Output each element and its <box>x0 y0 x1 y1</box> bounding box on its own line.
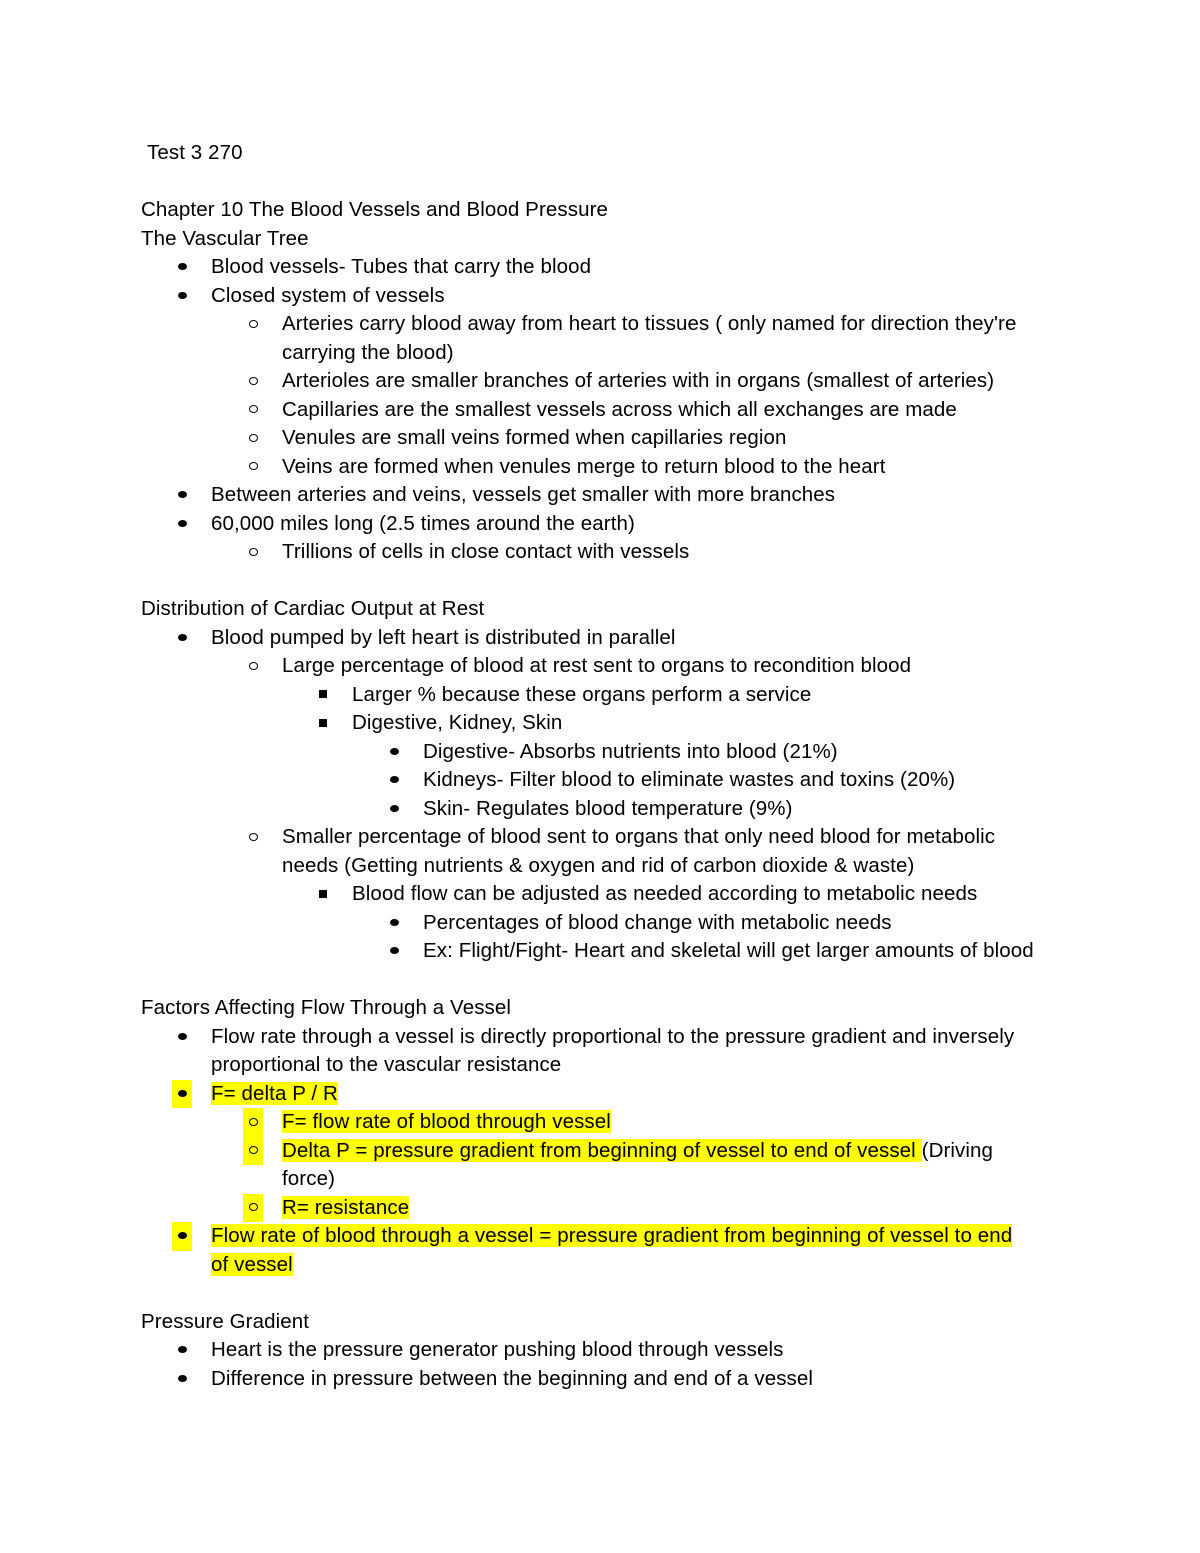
bullet-dot-icon <box>172 1023 192 1052</box>
list-item: Blood vessels- Tubes that carry the blood <box>141 253 1141 282</box>
bullet-circle-icon <box>243 1108 263 1137</box>
highlighted-text: of vessel <box>211 1252 293 1276</box>
list-item: Veins are formed when venules merge to return blood to the heart <box>141 453 1141 482</box>
list-item: Capillaries are the smallest vessels across which all exchanges are made <box>141 396 1141 425</box>
bullet-circle-icon <box>243 453 263 482</box>
highlighted-text: Delta P = pressure gradient from beginning of vessel to end of vessel <box>282 1138 922 1162</box>
bullet-circle-icon <box>243 310 263 339</box>
list-item: Difference in pressure between the beginning and end of a vessel <box>141 1365 1141 1394</box>
bullet-circle-icon <box>243 424 263 453</box>
spacer <box>141 966 1141 995</box>
list-item: Between arteries and veins, vessels get smaller with more branches <box>141 481 1141 510</box>
bullet-dot-icon <box>384 909 404 938</box>
highlighted-text: Flow rate of blood through a vessel = pressure gradient from beginning of vessel to end <box>211 1224 1013 1247</box>
list-item-continuation: carrying the blood) <box>282 340 454 364</box>
list-item-continuation: proportional to the vascular resistance <box>211 1053 562 1076</box>
highlighted-text: F= delta P / R <box>211 1081 338 1105</box>
list-item: Trillions of cells in close contact with vessels <box>141 538 1141 567</box>
bullet-dot-icon <box>384 937 404 966</box>
list-item: Flow rate through a vessel is directly proportional to the pressure gradient and inversely <box>141 1023 1141 1052</box>
bullet-circle-icon <box>243 538 263 567</box>
bullet-square-icon <box>313 709 333 738</box>
list-item: Venules are small veins formed when capillaries region <box>141 424 1141 453</box>
list-item: Closed system of vessels <box>141 282 1141 311</box>
list-item-highlighted <box>141 1222 1141 1251</box>
section-heading-pressure-gradient: Pressure Gradient <box>141 1309 310 1333</box>
list-item-highlighted: Delta P = pressure gradient from beginning of vessel to end of vessel (Driving <box>141 1137 1141 1166</box>
list-item-continuation: force) <box>282 1167 336 1190</box>
list-item: Larger % because these organs perform a service <box>141 681 1141 710</box>
bullet-dot-icon <box>172 253 192 282</box>
bullet-circle-icon <box>243 1194 263 1223</box>
list-item-continuation <box>141 1251 1141 1280</box>
list-item: 60,000 miles long (2.5 times around the earth) <box>141 510 1141 539</box>
bullet-dot-icon <box>172 1080 192 1109</box>
bullet-dot-icon <box>384 738 404 767</box>
list-item: Large percentage of blood at rest sent to organs to recondition blood <box>141 652 1141 681</box>
bullet-dot-icon <box>384 795 404 824</box>
bullet-dot-icon <box>172 1222 192 1251</box>
bullet-dot-icon <box>172 510 192 539</box>
bullet-dot-icon <box>172 624 192 653</box>
list-item: Blood flow can be adjusted as needed according to metabolic needs <box>141 880 1141 909</box>
bullet-circle-icon <box>243 367 263 396</box>
list-item: Arteries carry blood away from heart to tissues ( only named for direction they're <box>141 310 1141 339</box>
section-heading-flow-factors: Factors Affecting Flow Through a Vessel <box>141 996 512 1019</box>
section-heading-vascular-tree: The Vascular Tree <box>141 226 309 250</box>
bullet-circle-icon <box>243 652 263 681</box>
spacer <box>141 168 1141 197</box>
list-item: Arterioles are smaller branches of arteries with in organs (smallest of arteries) <box>141 367 1141 396</box>
bullet-dot-icon <box>172 282 192 311</box>
bullet-circle-icon <box>243 1137 263 1166</box>
list-item: Digestive, Kidney, Skin <box>141 709 1141 738</box>
list-item: Kidneys- Filter blood to eliminate wastes and toxins (20%) <box>141 766 1141 795</box>
list-item-continuation: needs (Getting nutrients & oxygen and rid of carbon dioxide & waste) <box>282 853 915 877</box>
list-item: Skin- Regulates blood temperature (9%) <box>141 795 1141 824</box>
list-item-highlighted <box>141 1108 1141 1137</box>
highlighted-text: R= resistance <box>282 1195 410 1219</box>
list-item: Blood pumped by left heart is distributed in parallel <box>141 624 1141 653</box>
bullet-square-icon <box>313 880 333 909</box>
chapter-heading: Chapter 10 The Blood Vessels and Blood Pressure <box>141 198 609 221</box>
bullet-dot-icon <box>172 1336 192 1365</box>
spacer <box>141 567 1141 596</box>
bullet-dot-icon <box>172 481 192 510</box>
list-item: Smaller percentage of blood sent to organs that only need blood for metabolic <box>141 823 1141 852</box>
spacer <box>141 1279 1141 1308</box>
document-body <box>141 139 1141 1393</box>
list-item: Ex: Flight/Fight- Heart and skeletal will get larger amounts of blood <box>141 937 1141 966</box>
bullet-dot-icon <box>384 766 404 795</box>
highlighted-text: F= flow rate of blood through vessel <box>282 1110 611 1133</box>
bullet-square-icon <box>313 681 333 710</box>
document-title: Test 3 270 <box>147 141 243 164</box>
list-item-highlighted <box>141 1194 1141 1223</box>
bullet-dot-icon <box>172 1365 192 1394</box>
list-item: Percentages of blood change with metabolic needs <box>141 909 1141 938</box>
list-item: Digestive- Absorbs nutrients into blood (21%) <box>141 738 1141 767</box>
bullet-circle-icon <box>243 823 263 852</box>
bullet-circle-icon <box>243 396 263 425</box>
list-item: Heart is the pressure generator pushing blood through vessels <box>141 1336 1141 1365</box>
list-item-highlighted <box>141 1080 1141 1109</box>
section-heading-cardiac-output: Distribution of Cardiac Output at Rest <box>141 597 485 620</box>
